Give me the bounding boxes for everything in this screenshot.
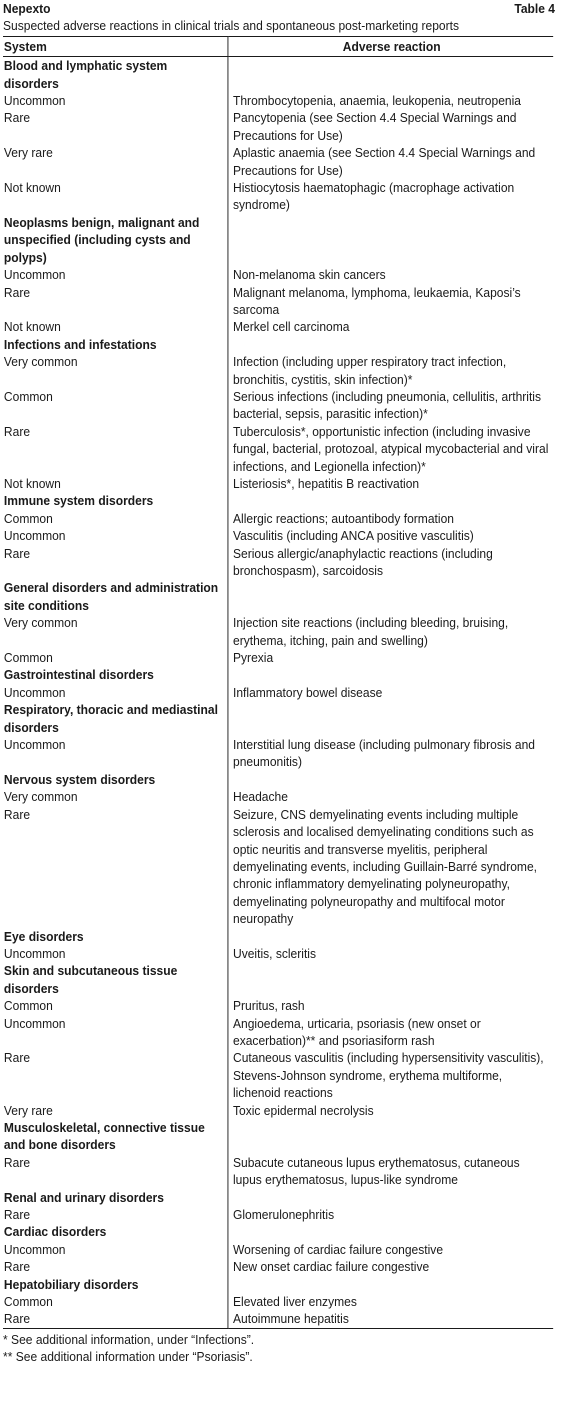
table-row: [3, 788, 553, 805]
table-row: [3, 945, 553, 962]
column-header-row: [3, 36, 553, 56]
frequency-cell: Rare: [3, 1207, 31, 1223]
adverse-reaction-cell: Cutaneous vasculitis (including hypersensitivity vasculitis), Stevens-Johnson syndrome, erythema multiforme, lichenoid reactions: [228, 1049, 553, 1101]
table-row: [3, 1258, 553, 1275]
empty-cell: [228, 492, 553, 509]
adverse-reaction-cell: Glomerulonephritis: [228, 1206, 553, 1223]
system-organ-class-row: [3, 1119, 553, 1154]
system-organ-class-row: [3, 336, 553, 353]
table-row: [3, 109, 553, 144]
adverse-reaction-cell: Toxic epidermal necrolysis: [228, 1102, 553, 1119]
system-organ-class-row: [3, 492, 553, 509]
table-body: [3, 57, 553, 1329]
frequency-cell: Rare: [3, 806, 31, 822]
column-header-system: System: [3, 36, 228, 56]
adverse-reaction-cell: Histiocytosis haematophagic (macrophage activation syndrome): [228, 179, 553, 214]
frequency-cell: Very common: [3, 615, 78, 631]
frequency-cell: Common: [3, 650, 53, 666]
frequency-cell: Rare: [3, 1154, 31, 1170]
frequency-cell: Common: [3, 998, 53, 1014]
empty-cell: [228, 1119, 553, 1154]
frequency-cell: Very common: [3, 789, 78, 805]
system-organ-class: Renal and urinary disorders: [3, 1189, 164, 1205]
system-organ-class-row: [3, 57, 553, 92]
empty-cell: [228, 928, 553, 945]
system-organ-class: Musculoskeletal, connective tissue and bone disorders: [3, 1120, 205, 1153]
frequency-cell: Uncommon: [3, 93, 66, 109]
frequency-cell: Rare: [3, 423, 31, 439]
system-organ-class: Nervous system disorders: [3, 771, 156, 787]
system-organ-class: Skin and subcutaneous tissue disorders: [3, 963, 178, 996]
table-row: [3, 179, 553, 214]
frequency-cell: Uncommon: [3, 528, 66, 544]
empty-cell: [228, 336, 553, 353]
frequency-cell: Rare: [3, 1310, 228, 1328]
adverse-reactions-table: [3, 36, 553, 1329]
table-row: [3, 1049, 553, 1101]
table-row: [3, 144, 553, 179]
empty-cell: [228, 57, 553, 92]
system-organ-class-row: [3, 1223, 553, 1240]
table-row: [3, 318, 553, 335]
table-row: [3, 736, 553, 771]
adverse-reaction-cell: Pancytopenia (see Section 4.4 Special Warnings and Precautions for Use): [228, 109, 553, 144]
adverse-reaction-cell: Aplastic anaemia (see Section 4.4 Special Warnings and Precautions for Use): [228, 144, 553, 179]
column-header-reaction: Adverse reaction: [228, 36, 553, 56]
system-organ-class: Infections and infestations: [3, 336, 157, 352]
adverse-reaction-cell: Uveitis, scleritis: [228, 945, 553, 962]
frequency-cell: Rare: [3, 110, 31, 126]
footnote-infections: * See additional information, under “Infections”.: [3, 1331, 255, 1347]
table-row: [3, 475, 553, 492]
drug-name: Nepexto: [3, 1, 51, 16]
empty-cell: [228, 1276, 553, 1293]
empty-cell: [228, 579, 553, 614]
system-organ-class: Gastrointestinal disorders: [3, 667, 154, 683]
adverse-reaction-cell: Serious infections (including pneumonia, cellulitis, arthritis bacterial, sepsis, parasitic infection)*: [228, 388, 553, 423]
adverse-reaction-cell: Interstitial lung disease (including pulmonary fibrosis and pneumonitis): [228, 736, 553, 771]
frequency-cell: Not known: [3, 319, 61, 335]
adverse-reaction-cell: Worsening of cardiac failure congestive: [228, 1241, 553, 1258]
system-organ-class: Immune system disorders: [3, 493, 154, 509]
adverse-reaction-cell: Subacute cutaneous lupus erythematosus, cutaneous lupus erythematosus, lupus-like syndrome: [228, 1154, 553, 1189]
table-row: [3, 997, 553, 1014]
empty-cell: [228, 214, 553, 266]
table-row: [3, 1206, 553, 1223]
system-organ-class-row: [3, 701, 553, 736]
table-row: [3, 1310, 553, 1328]
empty-cell: [228, 666, 553, 683]
frequency-cell: Not known: [3, 475, 61, 491]
table-row: [3, 545, 553, 580]
frequency-cell: Uncommon: [3, 945, 66, 961]
table-row: [3, 388, 553, 423]
system-organ-class-row: [3, 579, 553, 614]
frequency-cell: Uncommon: [3, 1015, 66, 1031]
adverse-reaction-cell: Angioedema, urticaria, psoriasis (new onset or exacerbation)** and psoriasiform rash: [228, 1015, 553, 1050]
frequency-cell: Uncommon: [3, 1241, 66, 1257]
system-organ-class-row: [3, 962, 553, 997]
empty-cell: [228, 771, 553, 788]
adverse-reaction-cell: Vasculitis (including ANCA positive vasculitis): [228, 527, 553, 544]
table-row: [3, 1102, 553, 1119]
frequency-cell: Common: [3, 1294, 53, 1310]
adverse-reaction-cell: Serious allergic/anaphylactic reactions (including bronchospasm), sarcoidosis: [228, 545, 553, 580]
frequency-cell: Rare: [3, 545, 31, 561]
system-organ-class: Neoplasms benign, malignant and unspecified (including cysts and polyps): [3, 214, 200, 265]
system-organ-class: Eye disorders: [3, 928, 84, 944]
table-row: [3, 684, 553, 701]
table-row: [3, 1293, 553, 1310]
system-organ-class: Respiratory, thoracic and mediastinal disorders: [3, 702, 218, 735]
adverse-reaction-cell: Pyrexia: [228, 649, 553, 666]
table-row: [3, 649, 553, 666]
system-organ-class: Blood and lymphatic system disorders: [3, 58, 168, 91]
frequency-cell: Rare: [3, 284, 31, 300]
frequency-cell: Rare: [3, 1259, 31, 1275]
empty-cell: [228, 1189, 553, 1206]
system-organ-class-row: [3, 1189, 553, 1206]
table-row: [3, 806, 553, 928]
adverse-reaction-cell: Thrombocytopenia, anaemia, leukopenia, neutropenia: [228, 92, 553, 109]
table-row: [3, 353, 553, 388]
frequency-cell: Uncommon: [3, 684, 66, 700]
table-row: [3, 1241, 553, 1258]
adverse-reaction-cell: Non-melanoma skin cancers: [228, 266, 553, 283]
empty-cell: [228, 701, 553, 736]
system-organ-class-row: [3, 1276, 553, 1293]
frequency-cell: Very common: [3, 354, 78, 370]
adverse-reaction-cell: Autoimmune hepatitis: [228, 1310, 553, 1328]
table-number: Table 4: [514, 1, 555, 16]
footnotes: [3, 1331, 555, 1366]
system-organ-class-row: [3, 214, 553, 266]
empty-cell: [228, 1223, 553, 1240]
frequency-cell: Uncommon: [3, 737, 66, 753]
table-row: [3, 92, 553, 109]
frequency-cell: Uncommon: [3, 267, 66, 283]
adverse-reaction-cell: Infection (including upper respiratory tract infection, bronchitis, cystitis, skin infection)*: [228, 353, 553, 388]
system-organ-class-row: [3, 928, 553, 945]
table-row: [3, 510, 553, 527]
adverse-reaction-cell: Allergic reactions; autoantibody formation: [228, 510, 553, 527]
adverse-reaction-cell: Tuberculosis*, opportunistic infection (including invasive fungal, bacterial, protozoal, atypical mycobacterial and viral infections, and Legionella infection)*: [228, 423, 553, 475]
system-organ-class-row: [3, 666, 553, 683]
adverse-reaction-cell: Malignant melanoma, lymphoma, leukaemia, Kaposi’s sarcoma: [228, 284, 553, 319]
table-row: [3, 614, 553, 649]
adverse-reaction-cell: Headache: [228, 788, 553, 805]
document-page: [3, 0, 555, 1366]
table-row: [3, 284, 553, 319]
frequency-cell: Not known: [3, 180, 61, 196]
system-organ-class: General disorders and administration site conditions: [3, 580, 219, 613]
adverse-reaction-cell: Inflammatory bowel disease: [228, 684, 553, 701]
system-organ-class: Cardiac disorders: [3, 1224, 107, 1240]
frequency-cell: Very rare: [3, 145, 53, 161]
empty-cell: [228, 962, 553, 997]
frequency-cell: Common: [3, 510, 53, 526]
frequency-cell: Very rare: [3, 1102, 53, 1118]
table-row: [3, 1015, 553, 1050]
adverse-reaction-cell: Pruritus, rash: [228, 997, 553, 1014]
table-header-row: [3, 0, 555, 17]
adverse-reaction-cell: Seizure, CNS demyelinating events including multiple sclerosis and localised demyelinating conditions such as optic neuritis and transverse myelitis, peripheral demyelinating events, including Guillain-Barré syndrome, chronic inflammatory demyelinating polyneuropathy, demyelinating polyneuropathy and multifocal motor neuropathy: [228, 806, 553, 928]
adverse-reaction-cell: Merkel cell carcinoma: [228, 318, 553, 335]
adverse-reaction-cell: Elevated liver enzymes: [228, 1293, 553, 1310]
system-organ-class-row: [3, 771, 553, 788]
adverse-reaction-cell: Listeriosis*, hepatitis B reactivation: [228, 475, 553, 492]
table-row: [3, 266, 553, 283]
adverse-reaction-cell: Injection site reactions (including bleeding, bruising, erythema, itching, pain and swelling): [228, 614, 553, 649]
frequency-cell: Rare: [3, 1050, 31, 1066]
system-organ-class: Hepatobiliary disorders: [3, 1276, 139, 1292]
table-row: [3, 527, 553, 544]
table-caption: Suspected adverse reactions in clinical trials and spontaneous post-marketing reports: [3, 18, 460, 34]
table-row: [3, 423, 553, 475]
footnote-psoriasis: ** See additional information under “Psoriasis”.: [3, 1349, 253, 1365]
table-row: [3, 1154, 553, 1189]
adverse-reaction-cell: New onset cardiac failure congestive: [228, 1258, 553, 1275]
frequency-cell: Common: [3, 388, 53, 404]
